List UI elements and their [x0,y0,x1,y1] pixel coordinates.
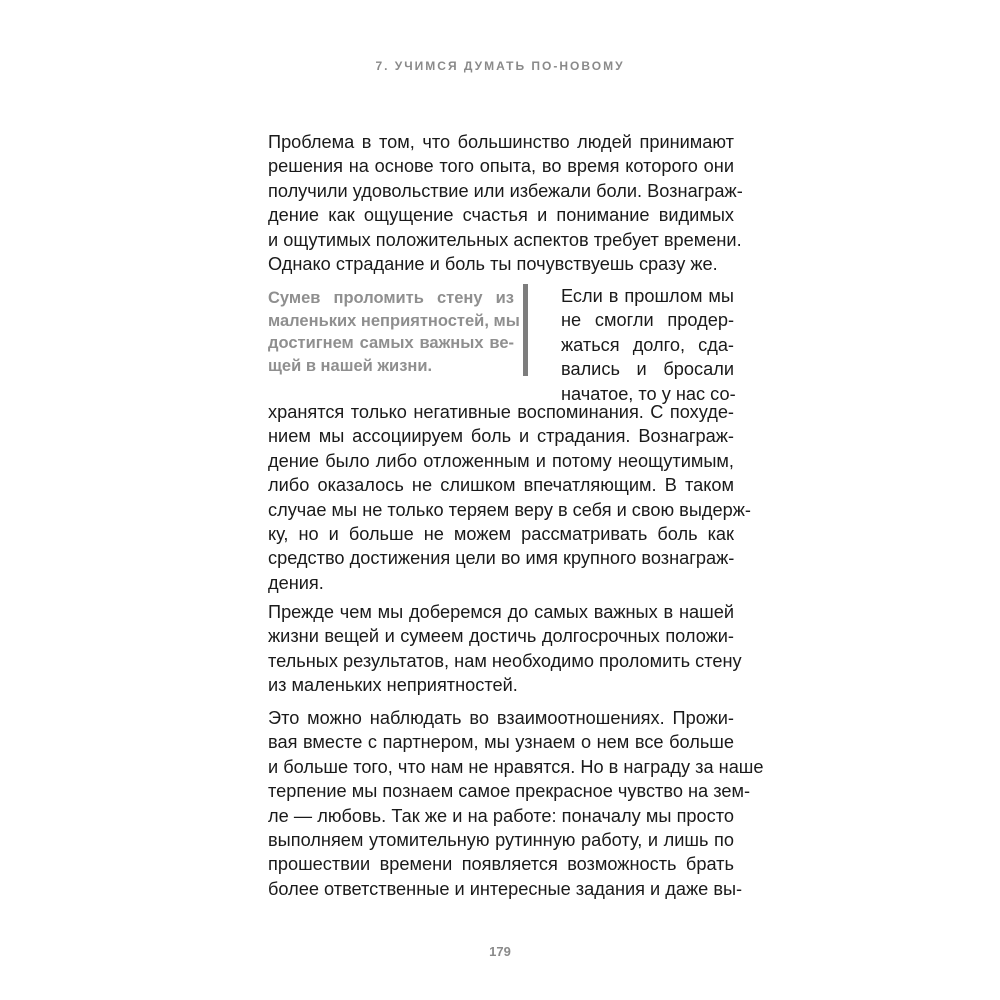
text-line: Проблема в том, что большинство людей принимают [268,132,734,152]
text-line: хранятся только негативные воспоминания. С похуде- [268,402,734,422]
text-line: терпение мы познаем самое прекрасное чувство на зем- [268,781,751,802]
text-line: получили удовольствие или избежали боли. Вознаграж- [268,180,743,201]
text-line: дение как ощущение счастья и понимание видимых [268,205,734,226]
pull-quote [268,287,520,377]
text-line: жизни вещей и сумеем достичь долгосрочных положи- [268,626,734,647]
pull-quote-line: достигнем самых важных ве- [268,334,514,353]
text-line: Однако страдание и боль ты почувствуешь сразу же. [268,253,718,274]
pull-quote-line: Сумев проломить стену из [268,289,514,307]
pull-quote-line: щей в нашей жизни. [268,356,433,375]
paragraph-4 [268,706,764,901]
text-line: ку, но и больше не можем рассматривать боль как [268,523,734,544]
text-line: Это можно наблюдать во взаимоотношениях. Прожи- [268,708,734,728]
text-line: либо оказалось не слишком впечатляющим. В таком [268,475,734,496]
pull-quote-line: маленьких неприятностей, мы [268,311,520,330]
text-line: средство достижения цели во имя крупного вознаграж- [268,548,735,569]
text-line: начатое, то у нас со- [561,383,736,404]
text-line: не смогли продер- [561,310,734,331]
text-line: дения. [268,572,324,593]
text-line: вались и бросали [561,359,734,380]
text-line: ле — любовь. Так же и на работе: поначалу мы просто [268,805,734,826]
text-line: прошествии времени появляется возможность брать [268,854,734,875]
text-line: нием мы ассоциируем боль и страдания. Вознаграж- [268,426,734,447]
text-line: выполняем утомительную рутинную работу, и лишь по [268,829,734,850]
text-line: из маленьких неприятностей. [268,675,518,696]
text-line: и ощутимых положительных аспектов требует времени. [268,229,742,250]
text-line: вая вместе с партнером, мы узнаем о нем все больше [268,732,734,753]
text-line: случае мы не только теряем веру в себя и свою выдерж- [268,499,751,520]
pull-quote-bar [523,284,528,376]
page-number: 179 [489,944,511,959]
text-line: Если в прошлом мы [561,286,734,306]
text-line: более ответственные и интересные задания и даже вы- [268,878,743,899]
paragraph-2 [268,400,751,595]
paragraph-1 [268,130,743,276]
text-line: дение было либо отложенным и потому неощутимым, [268,450,734,471]
text-line: тельных результатов, нам необходимо проломить стену [268,650,742,671]
text-line: и больше того, что нам не нравятся. Но в награду за наше [268,756,764,777]
text-line: решения на основе того опыта, во время которого они [268,156,734,177]
paragraph-2-wrap [561,284,734,406]
paragraph-3 [268,600,742,698]
text-line: жаться долго, сда- [561,334,734,355]
running-head: 7. УЧИМСЯ ДУМАТЬ ПО-НОВОМУ [375,59,625,73]
text-line: Прежде чем мы доберемся до самых важных в нашей [268,602,734,622]
